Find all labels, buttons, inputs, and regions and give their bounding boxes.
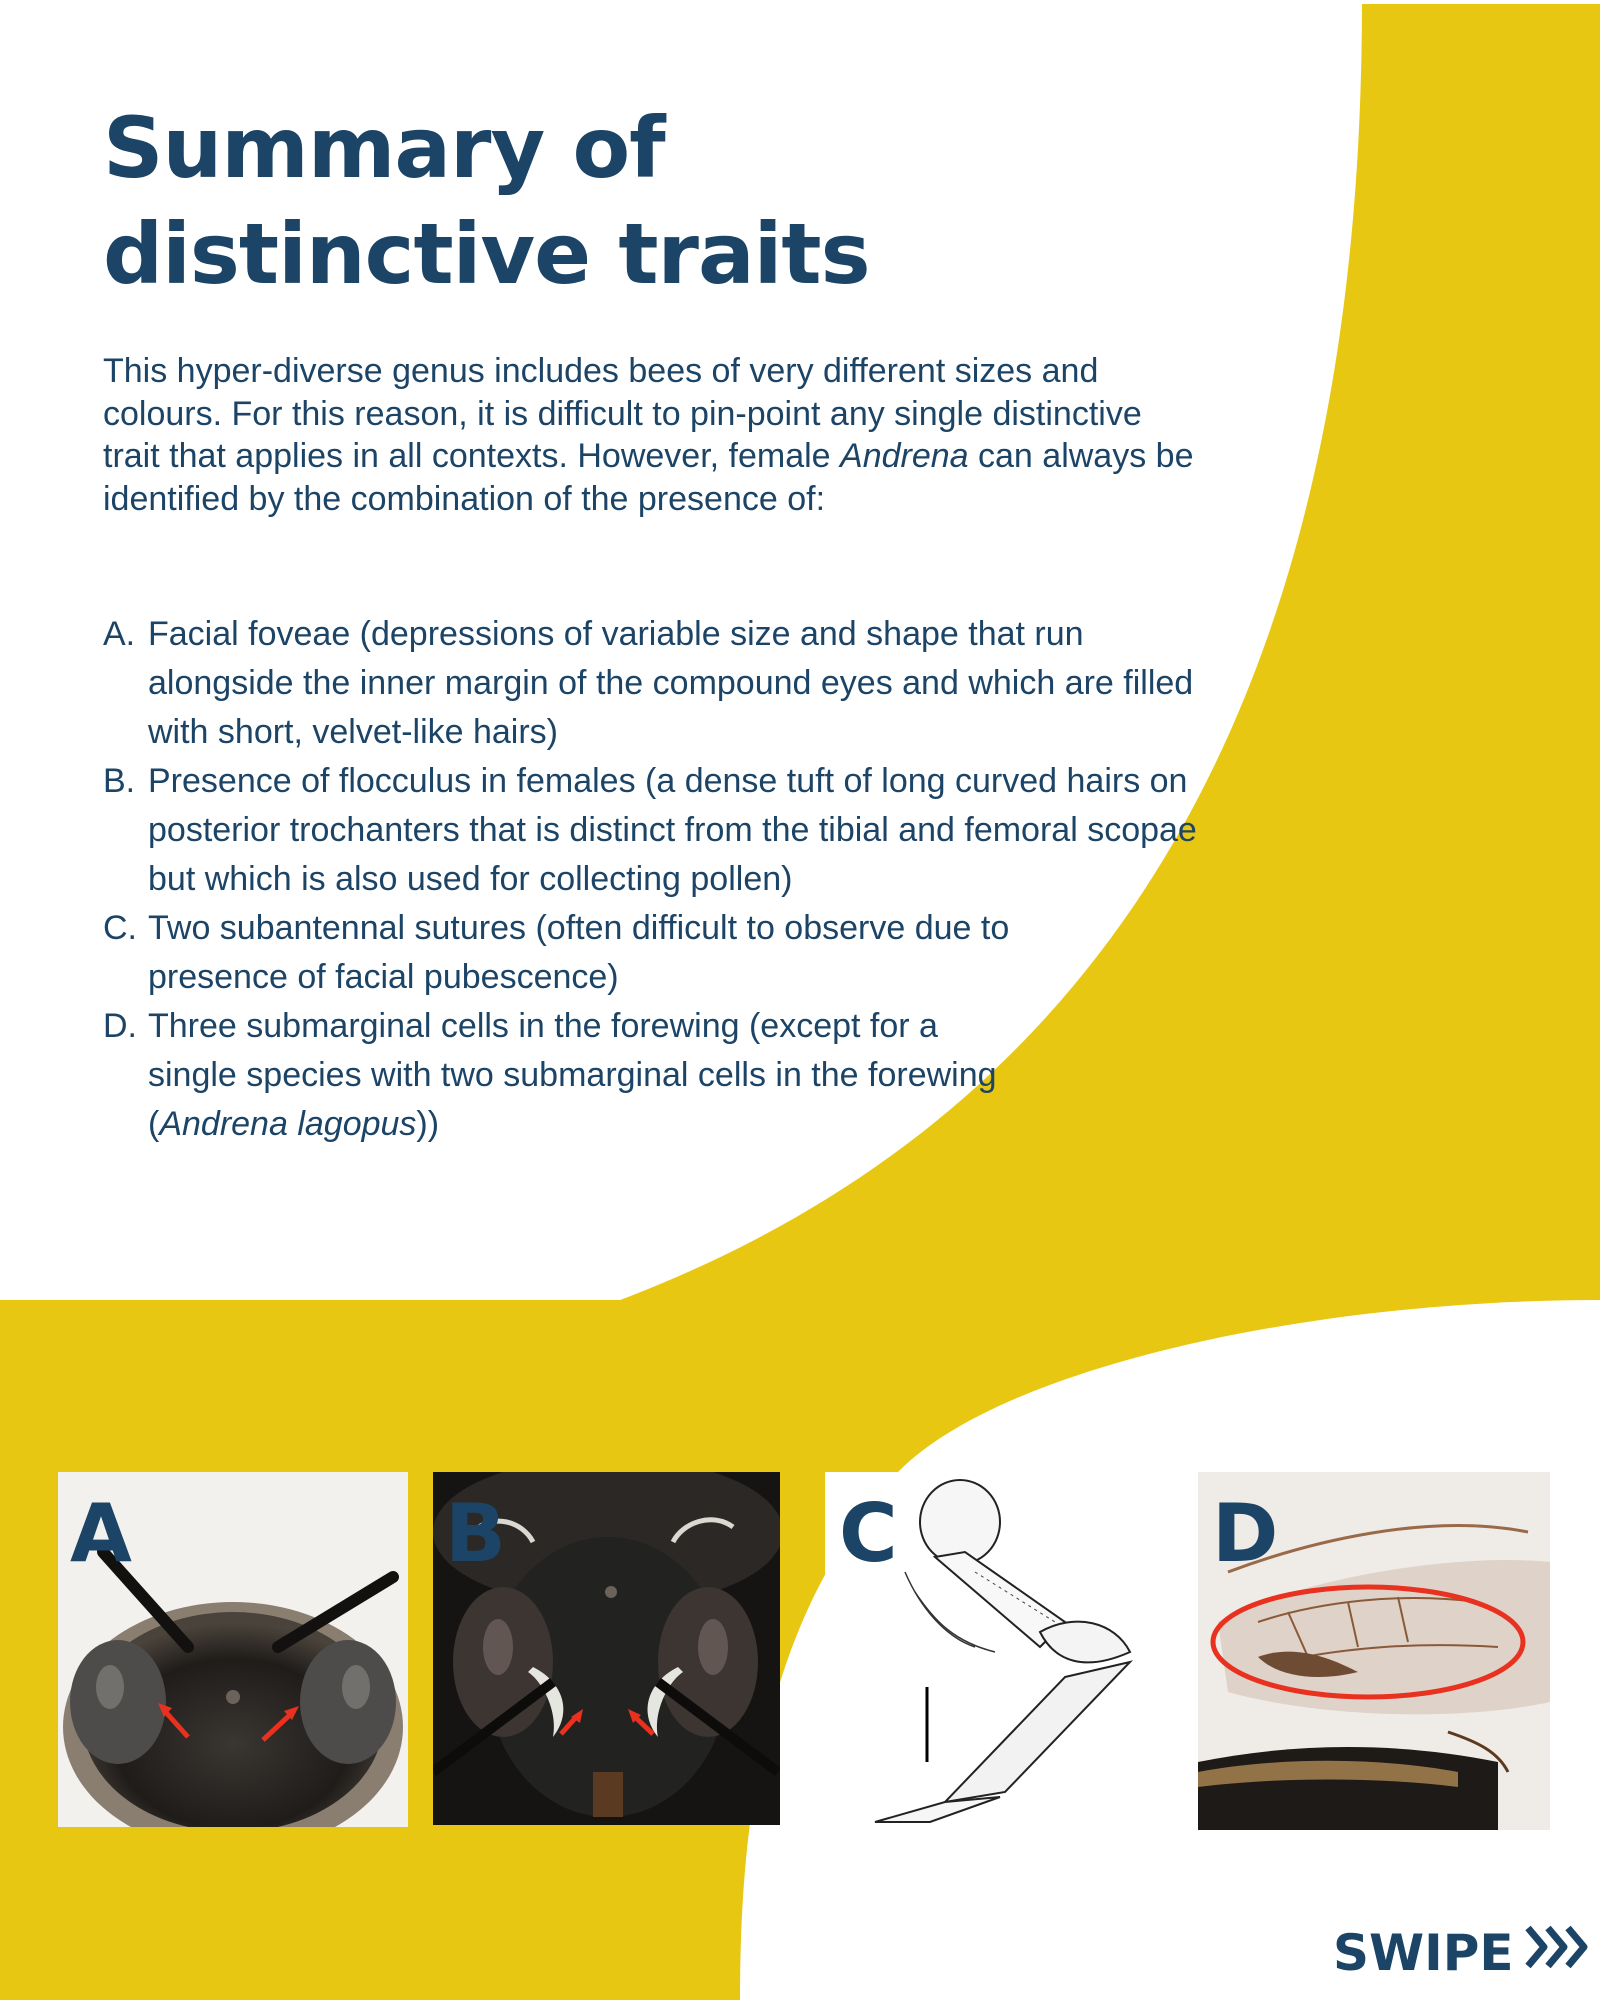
swipe-button[interactable] bbox=[1333, 1922, 1592, 1983]
triple-chevron-right-icon bbox=[1522, 1922, 1592, 1983]
photo-b bbox=[433, 1472, 780, 1825]
photo-c bbox=[825, 1472, 1170, 1828]
trait-text-end: )) bbox=[416, 1105, 440, 1143]
photo-d bbox=[1198, 1472, 1550, 1830]
top-right-white-band bbox=[1362, 0, 1600, 4]
trait-text: Three submarginal cells in the forewing (except for a single species with two submarginal cells in the forewing ( bbox=[148, 1007, 997, 1143]
title-line-1: Summary of bbox=[103, 99, 665, 197]
trait-marker: C. bbox=[103, 909, 137, 947]
photo-letter-d: D bbox=[1212, 1487, 1279, 1580]
intro-text: This hyper-diverse genus includes bees of very different sizes and colours. For this reason, it is difficult to pin-point any single distinctive trait that applies in all contexts. However, female bbox=[103, 352, 1142, 475]
photo-letter-a: A bbox=[70, 1487, 132, 1580]
intro-text-end: can always be identified by the combination of the presence of: bbox=[103, 437, 1194, 518]
swipe-label: SWIPE bbox=[1333, 1923, 1514, 1982]
trait-item-d bbox=[103, 1002, 1018, 1149]
trait-item-a bbox=[103, 610, 1203, 757]
photo-a bbox=[58, 1472, 408, 1827]
traits-list bbox=[103, 610, 1203, 1149]
title-line-2: distinctive traits bbox=[103, 205, 870, 303]
trait-item-c bbox=[103, 904, 1078, 1002]
trait-text: Facial foveae (depressions of variable size and shape that run alongside the inner margin of the compound eyes and which are filled with short, velvet-like hairs) bbox=[148, 615, 1194, 751]
photo-letter-b: B bbox=[445, 1487, 506, 1580]
trait-marker: D. bbox=[103, 1007, 137, 1045]
intro-paragraph bbox=[103, 350, 1203, 520]
trait-text: Two subantennal sutures (often difficult to observe due to presence of facial pubescence) bbox=[148, 909, 1010, 996]
photo-letter-c: C bbox=[839, 1487, 898, 1580]
intro-genus-name: Andrena bbox=[840, 437, 969, 475]
trait-marker: B. bbox=[103, 762, 136, 800]
page-title bbox=[103, 95, 870, 307]
trait-item-b bbox=[103, 757, 1203, 904]
trait-species-name: Andrena lagopus bbox=[159, 1105, 417, 1143]
trait-text: Presence of flocculus in females (a dense tuft of long curved hairs on posterior trochanters that is distinct from the tibial and femoral scopae but which is also used for collecting pollen) bbox=[148, 762, 1197, 898]
trait-marker: A. bbox=[103, 615, 136, 653]
